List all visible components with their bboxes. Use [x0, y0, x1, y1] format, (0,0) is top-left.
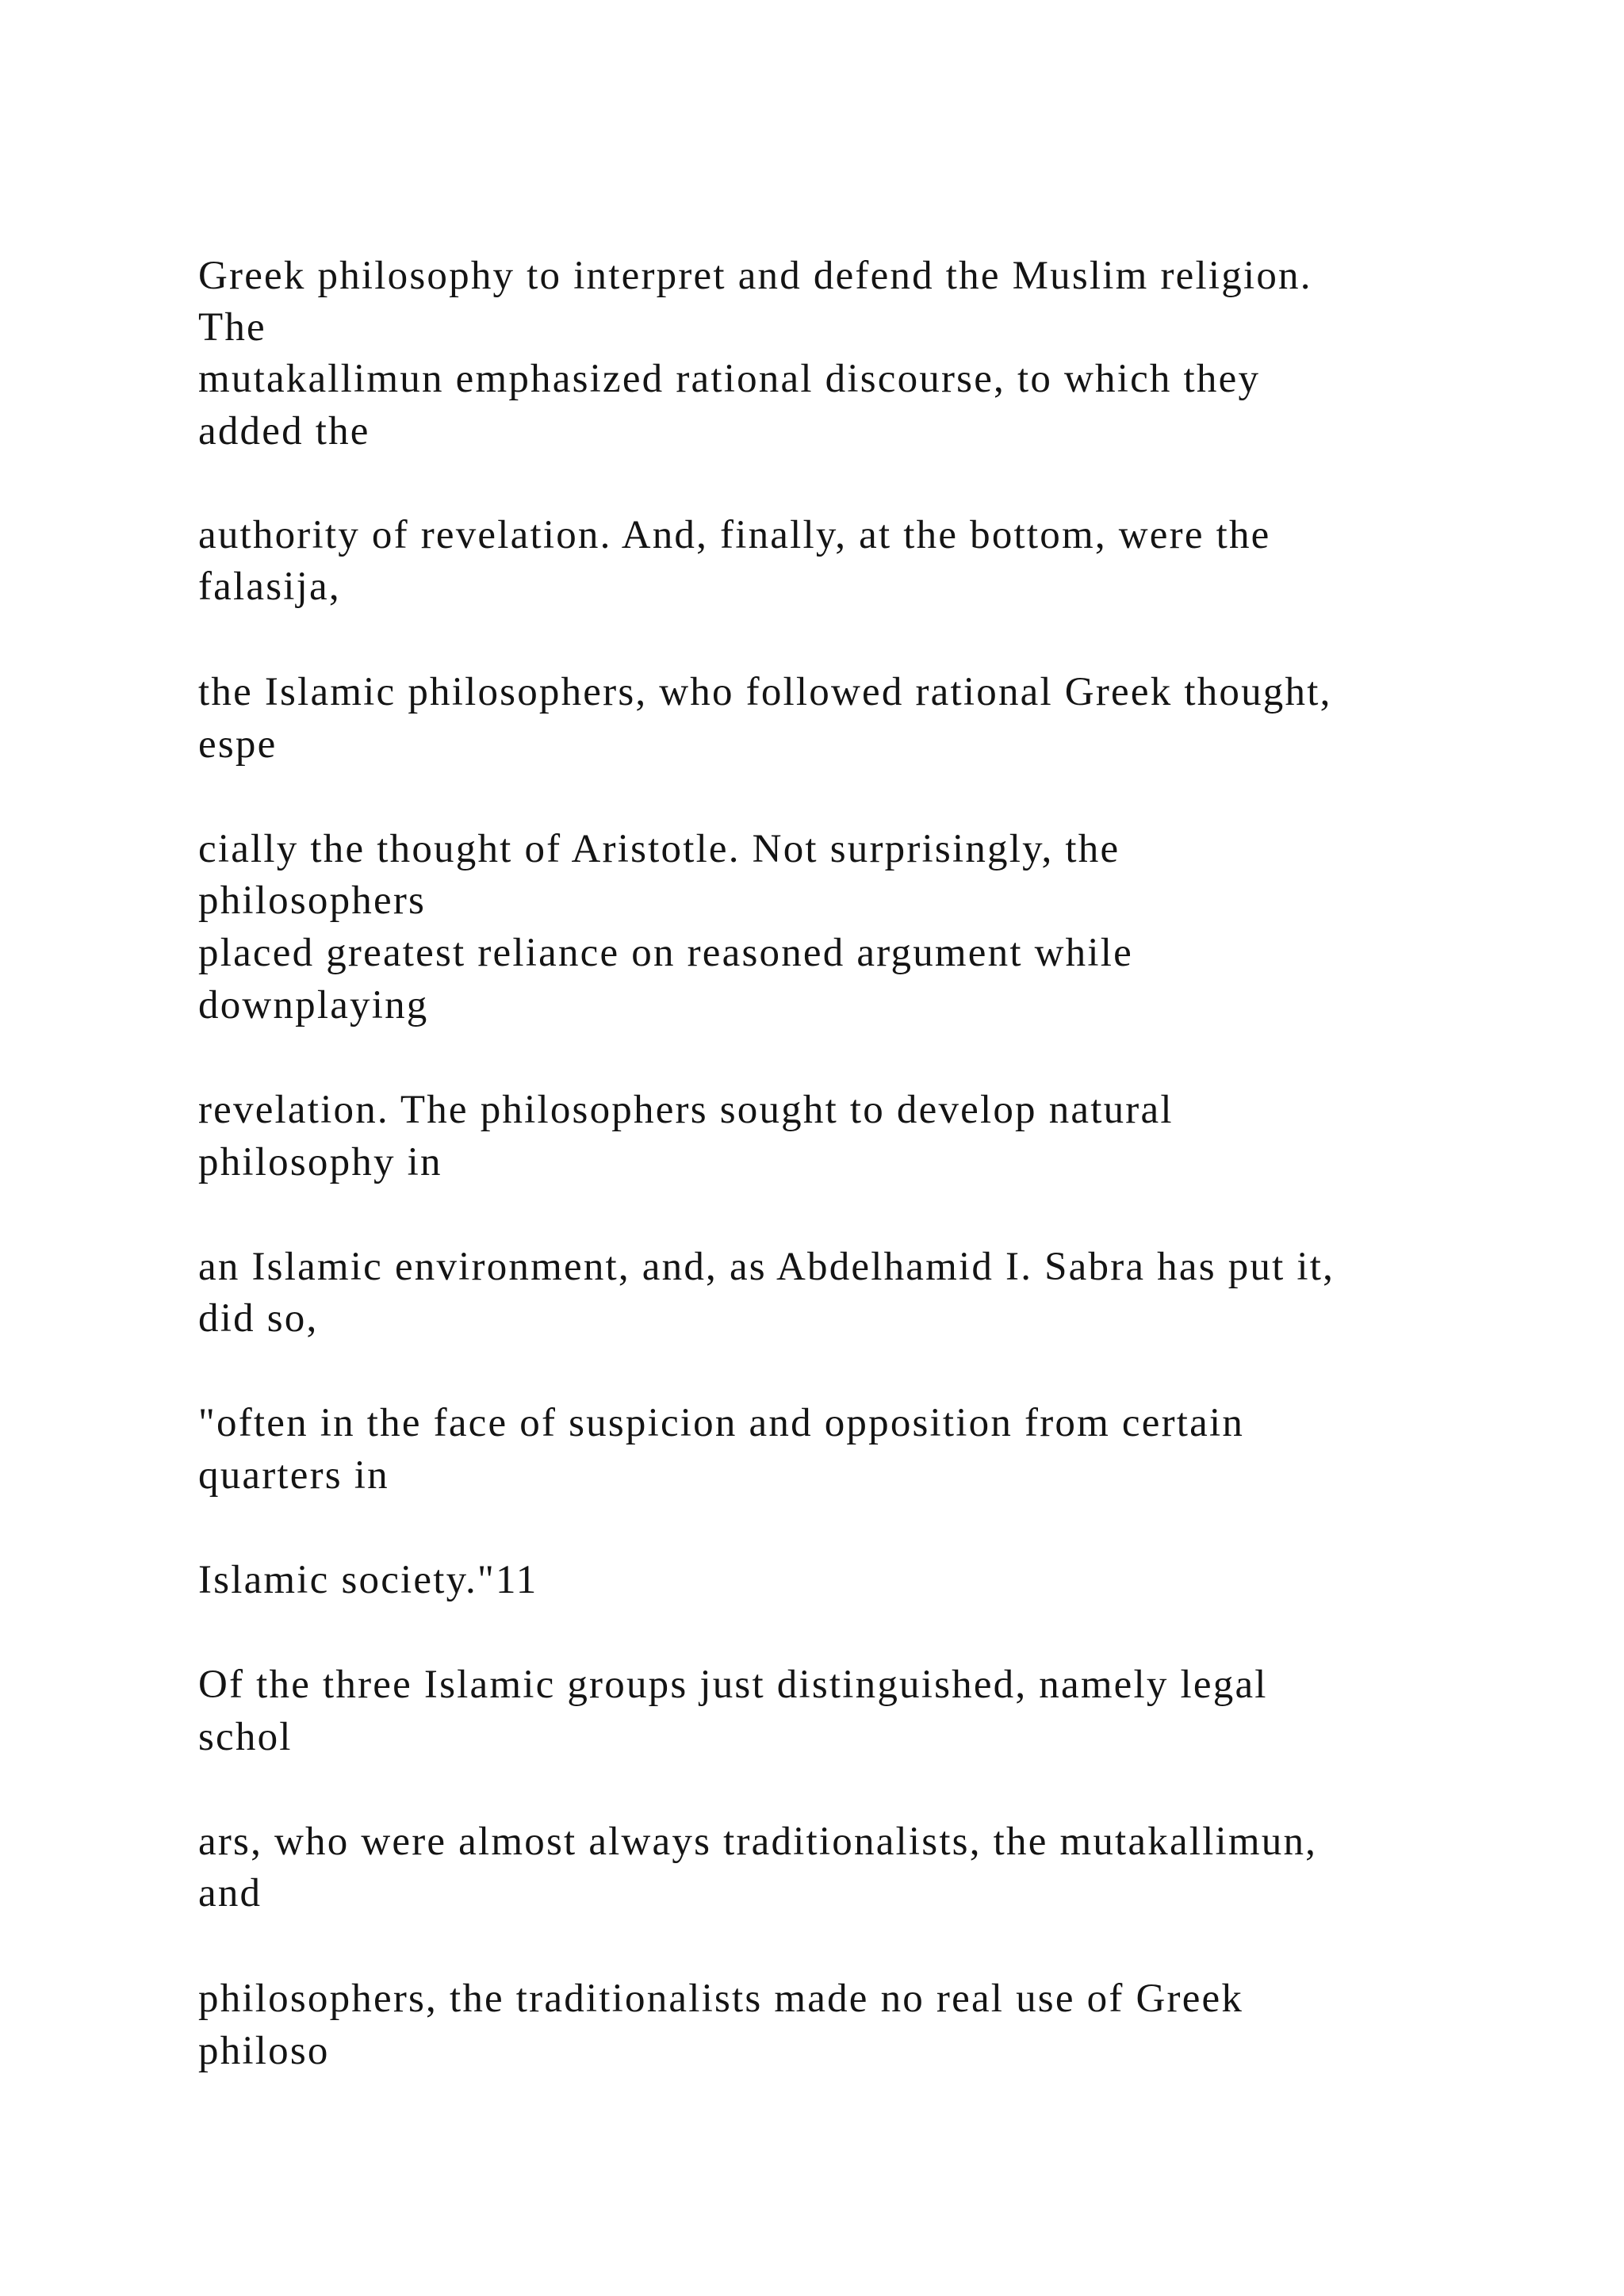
text-line: added the: [198, 409, 370, 453]
text-line: espe: [198, 722, 278, 767]
text-line: philoso: [198, 2029, 330, 2073]
text-line: schol: [198, 1715, 293, 1759]
text-line: philosophers: [198, 878, 427, 923]
text-line: ars, who were almost always traditionalists, the mutakallimun,: [198, 1820, 1330, 1864]
text-line: and: [198, 1871, 262, 1915]
text-line: authority of revelation. And, finally, at the bottom, were the: [198, 513, 1283, 557]
text-line: falasija,: [198, 564, 341, 609]
text-line: placed greatest reliance on reasoned argument while: [198, 931, 1145, 975]
text-line: Of the three Islamic groups just distinguished, namely legal: [198, 1663, 1280, 1707]
text-line: did so,: [198, 1296, 319, 1341]
text-line: Islamic society."11: [198, 1558, 538, 1602]
text-line: quarters in: [198, 1453, 389, 1498]
text-line: philosophy in: [198, 1140, 442, 1184]
text-line: philosophers, the traditionalists made no real use of Greek: [198, 1976, 1256, 2021]
text-line: "often in the face of suspicion and opposition from certain: [198, 1401, 1256, 1445]
text-line: revelation. The philosophers sought to develop natural: [198, 1088, 1185, 1132]
text-line: an Islamic environment, and, as Abdelhamid I. Sabra has put it,: [198, 1245, 1347, 1289]
text-line: the Islamic philosophers, who followed rational Greek thought,: [198, 670, 1344, 714]
text-line: cially the thought of Aristotle. Not surprisingly, the: [198, 827, 1132, 871]
text-line: Greek philosophy to interpret and defend the Muslim religion.: [198, 254, 1324, 298]
text-line: mutakallimun emphasized rational discourse, to which they: [198, 357, 1273, 401]
text-line: downplaying: [198, 983, 429, 1027]
text-line: The: [198, 305, 266, 350]
